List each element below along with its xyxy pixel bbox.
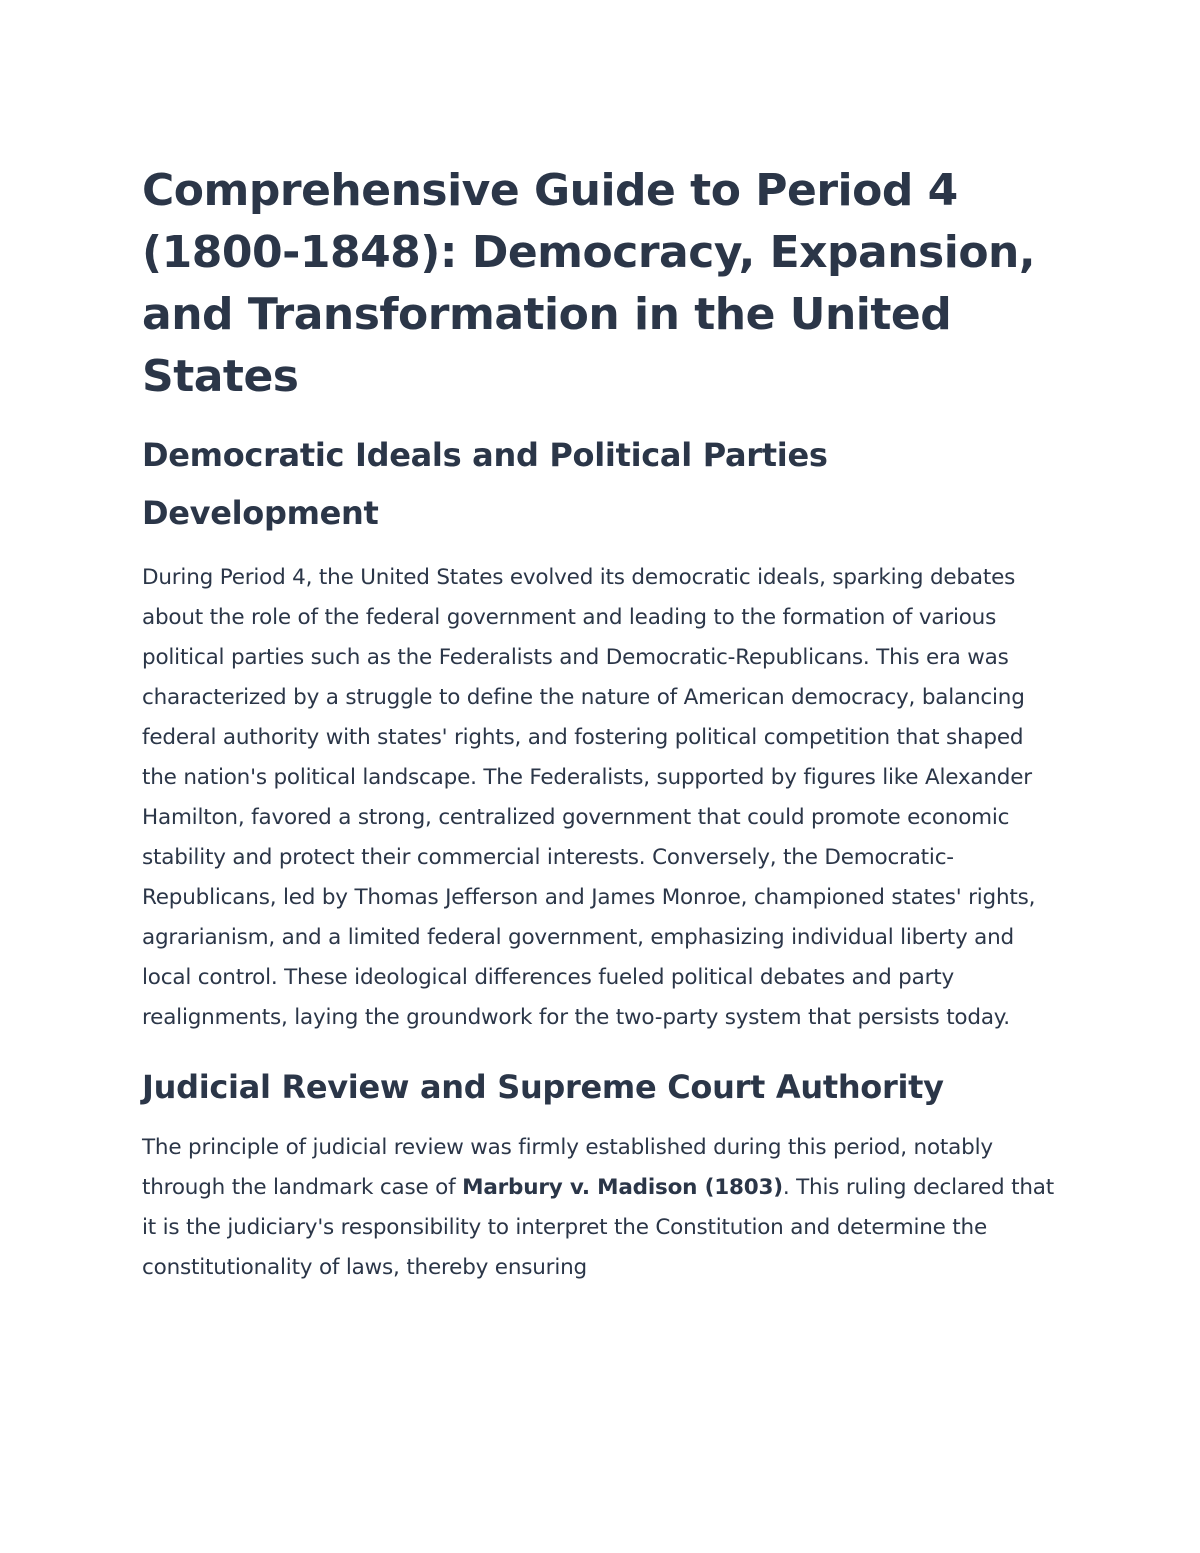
document-title: Comprehensive Guide to Period 4 (1800-1848): Democracy, Expansion, and Transformation in the United States [142,165,1036,402]
document-page [142,160,1062,1288]
section-paragraph-democratic-ideals: During Period 4, the United States evolved its democratic ideals, sparking debates about the role of the federal government and leading to the formation of various political parties such as the Federalists and Democratic-Republicans. This era was characterized by a struggle to define the nature of American democracy, balancing federal authority with states' rights, and fostering political competition that shaped the nation's political landscape. The Federalists, supported by figures like Alexander Hamilton, favored a strong, centralized government that could promote economic stability and protect their commercial interests. Conversely, the Democratic-Republicans, led by Thomas Jefferson and James Monroe, championed states' rights, agrarianism, and a limited federal government, emphasizing individual liberty and local control. These ideological differences fueled political debates and party realignments, laying the groundwork for the two-party system that persists today. [142,565,1036,1030]
section-heading-judicial-review: Judicial Review and Supreme Court Authority [142,1068,944,1106]
paragraph-text-before: The principle of judicial review was firmly established during this period, notably through the landmark case of [142,1135,993,1200]
case-name: Marbury v. Madison (1803) [462,1175,783,1200]
section-paragraph-judicial-review [142,1128,1062,1288]
paragraph-text-after: . This ruling declared that it is the judiciary's responsibility to interpret the Constitution and determine the constitutionality of laws, thereby ensuring [142,1175,1054,1280]
section-heading-democratic-ideals: Democratic Ideals and Political Parties Development [142,436,828,532]
